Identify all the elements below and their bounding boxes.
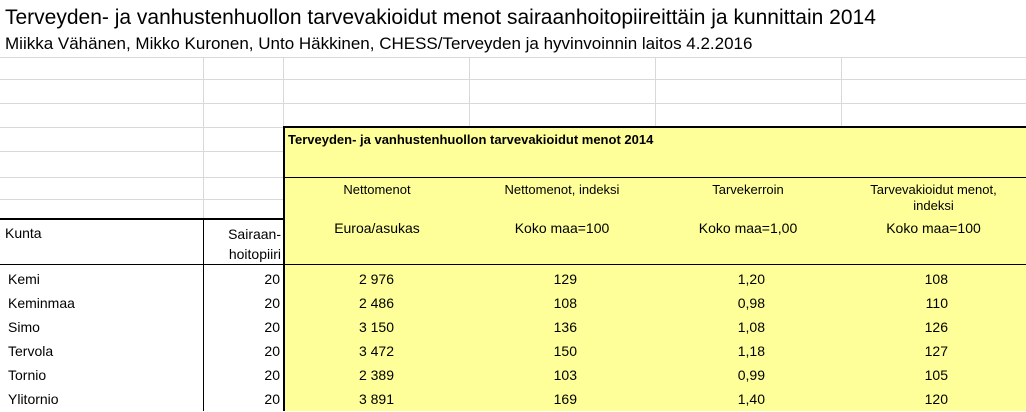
cell-v3[interactable]: 0,98 bbox=[737, 295, 765, 311]
grid-col-line bbox=[655, 57, 656, 127]
grid-row-line bbox=[0, 151, 283, 152]
col-unit: Koko maa=100 bbox=[886, 220, 981, 236]
sairaanhoitopiiri-header bbox=[228, 224, 281, 264]
col-title: Nettomenot bbox=[343, 182, 411, 197]
cell-kunta[interactable]: Tornio bbox=[8, 367, 47, 383]
band-title: Terveyden- ja vanhustenhuollon tarvevakioidut menot 2014 bbox=[288, 132, 654, 147]
cell-v4[interactable]: 105 bbox=[924, 367, 948, 383]
cell-shp[interactable]: 20 bbox=[264, 319, 280, 335]
header-top-border bbox=[0, 218, 283, 220]
grid-row-line bbox=[0, 127, 283, 128]
cell-v2[interactable]: 169 bbox=[553, 391, 577, 407]
col-title: Nettomenot, indeksi bbox=[504, 182, 620, 197]
col-header-nettomenot-indeksi bbox=[469, 182, 655, 236]
cell-kunta[interactable]: Simo bbox=[8, 319, 40, 335]
cell-v2[interactable]: 136 bbox=[553, 319, 577, 335]
cell-shp[interactable]: 20 bbox=[264, 391, 280, 407]
grid-row-line bbox=[0, 177, 283, 178]
grid-col-line bbox=[469, 57, 470, 127]
shp-header-line2: hoitopiiri bbox=[228, 246, 281, 262]
band-top-border bbox=[283, 126, 1026, 128]
cell-v2[interactable]: 108 bbox=[553, 295, 577, 311]
grid-row-line bbox=[0, 79, 1026, 80]
grid-col-line bbox=[841, 57, 842, 127]
col-title: Tarvekerroin bbox=[712, 182, 784, 197]
cell-shp[interactable]: 20 bbox=[264, 295, 280, 311]
cell-v1[interactable]: 3 891 bbox=[358, 391, 394, 407]
cell-v1[interactable]: 2 389 bbox=[358, 367, 394, 383]
table-row bbox=[0, 340, 1026, 364]
cell-v4[interactable]: 126 bbox=[924, 319, 948, 335]
cell-kunta[interactable]: Keminmaa bbox=[8, 295, 75, 311]
sheet-subtitle: Miikka Vähänen, Mikko Kuronen, Unto Häkkinen, CHESS/Terveyden ja hyvinvoinnin laitos 4.2.2016 bbox=[5, 34, 753, 53]
cell-kunta[interactable]: Ylitornio bbox=[8, 391, 59, 407]
cell-v4[interactable]: 108 bbox=[924, 271, 948, 287]
band-rule bbox=[283, 177, 1026, 178]
col-unit: Koko maa=1,00 bbox=[698, 220, 798, 236]
grid-row-line bbox=[0, 103, 1026, 104]
table-row bbox=[0, 364, 1026, 388]
cell-v1[interactable]: 3 150 bbox=[358, 319, 394, 335]
cell-shp[interactable]: 20 bbox=[264, 343, 280, 359]
header-bottom-border bbox=[0, 264, 1026, 265]
cell-v2[interactable]: 129 bbox=[553, 271, 577, 287]
col-header-tarvevakioidut bbox=[841, 182, 1026, 236]
col-unit: Euroa/asukas bbox=[334, 220, 420, 236]
cell-v1[interactable]: 2 976 bbox=[358, 271, 394, 287]
col-unit: Koko maa=100 bbox=[514, 220, 610, 236]
table-row bbox=[0, 292, 1026, 316]
table-row bbox=[0, 388, 1026, 412]
table-row bbox=[0, 268, 1026, 292]
cell-v3[interactable]: 1,18 bbox=[737, 343, 765, 359]
cell-shp[interactable]: 20 bbox=[264, 271, 280, 287]
kunta-header: Kunta bbox=[5, 225, 42, 241]
cell-v1[interactable]: 2 486 bbox=[358, 295, 394, 311]
cell-v2[interactable]: 150 bbox=[553, 343, 577, 359]
cell-shp[interactable]: 20 bbox=[264, 367, 280, 383]
cell-v4[interactable]: 120 bbox=[924, 391, 948, 407]
grid-row-line bbox=[0, 199, 283, 200]
cell-v3[interactable]: 1,20 bbox=[737, 271, 765, 287]
col-header-tarvekerroin bbox=[655, 182, 841, 236]
cell-kunta[interactable]: Tervola bbox=[8, 343, 54, 359]
grid-col-line bbox=[203, 57, 204, 219]
cell-v1[interactable]: 3 472 bbox=[358, 343, 394, 359]
shp-header-line1: Sairaan- bbox=[228, 226, 281, 242]
grid-col-line bbox=[283, 57, 284, 127]
cell-v4[interactable]: 110 bbox=[925, 295, 948, 311]
grid-row-line bbox=[0, 57, 1026, 58]
table-row bbox=[0, 316, 1026, 340]
cell-v2[interactable]: 103 bbox=[553, 367, 577, 383]
cell-v3[interactable]: 1,08 bbox=[737, 319, 765, 335]
cell-v3[interactable]: 0,99 bbox=[737, 367, 765, 383]
cell-v3[interactable]: 1,40 bbox=[737, 391, 765, 407]
sheet-title: Terveyden- ja vanhustenhuollon tarvevakioidut menot sairaanhoitopiireittäin ja kunnittain 2014 bbox=[5, 6, 876, 29]
col-header-nettomenot bbox=[285, 182, 469, 236]
cell-v4[interactable]: 127 bbox=[924, 343, 948, 359]
cell-kunta[interactable]: Kemi bbox=[8, 271, 40, 287]
col-title: Tarvevakioidut menot, bbox=[870, 182, 997, 197]
col-title-line2: indeksi bbox=[913, 198, 954, 213]
